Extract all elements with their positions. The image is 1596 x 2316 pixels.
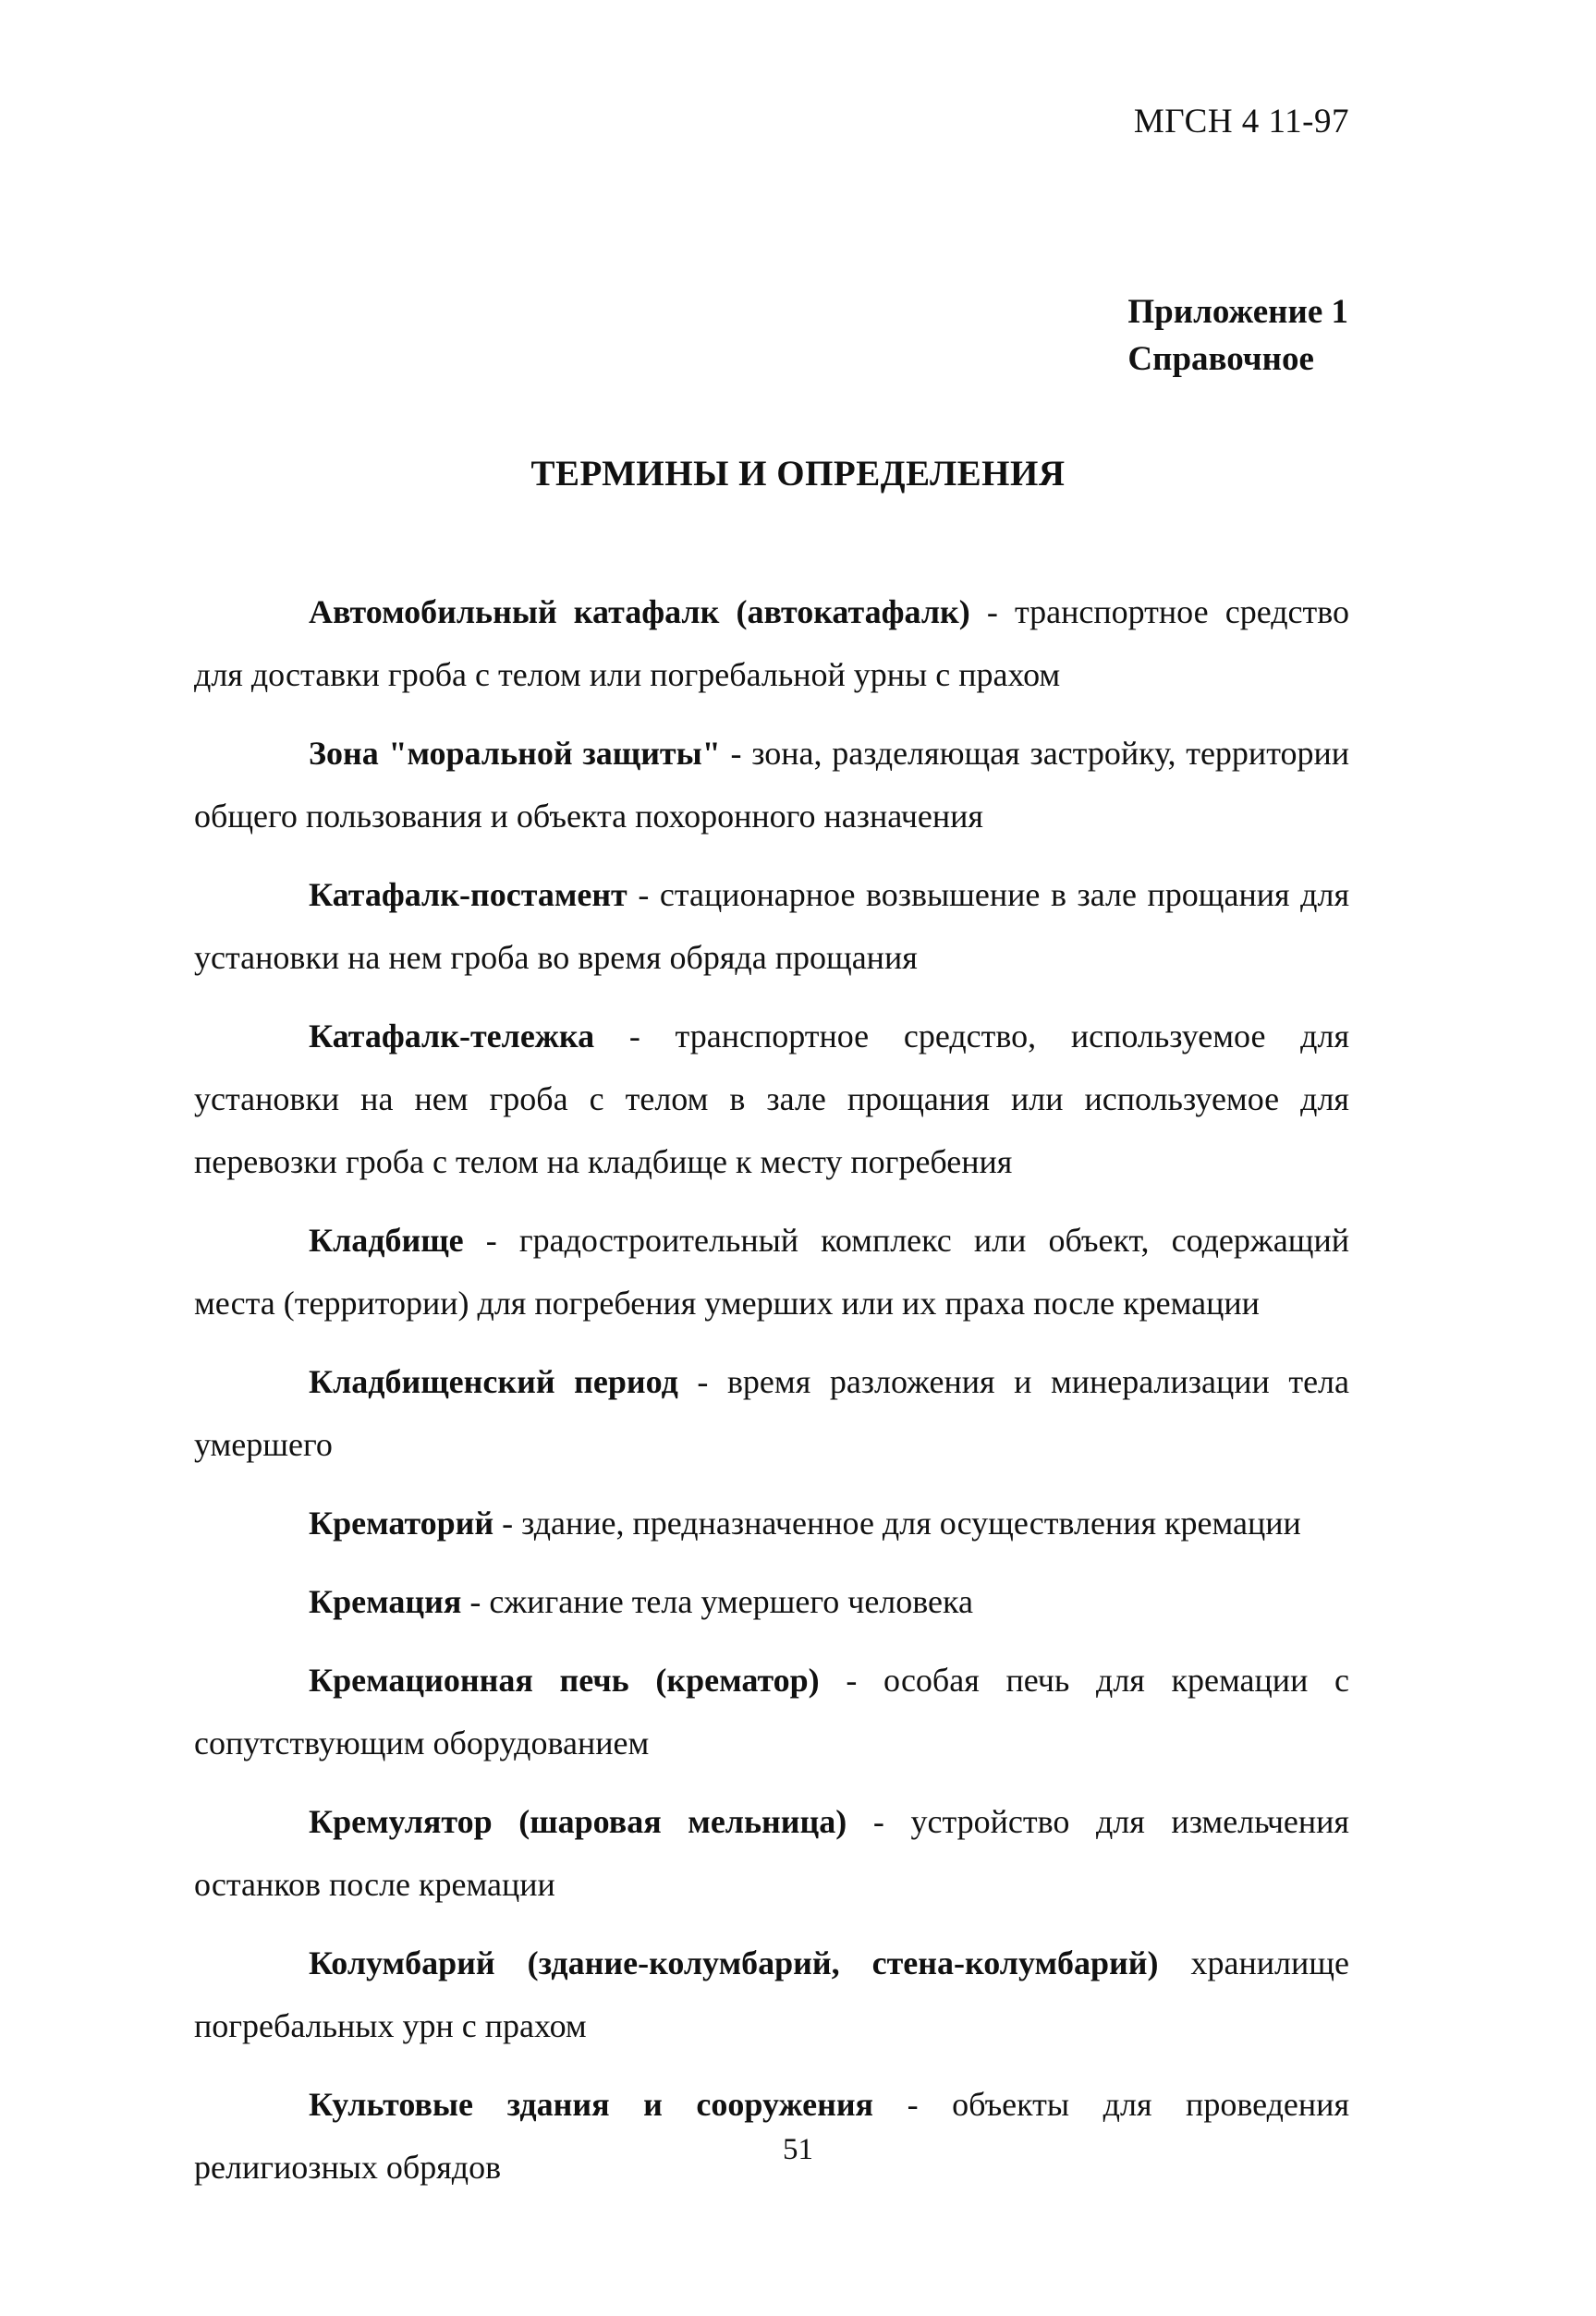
document-code: МГСН 4 11-97 — [1133, 103, 1349, 140]
appendix-label — [1127, 288, 1348, 383]
page-number: 51 — [783, 2133, 813, 2166]
term-definition: - транспортное средство, используемое для установки на нем гроба с телом в зале прощания или используемое для перевозки гроба с телом на кладбище к месту погребения — [194, 1018, 1349, 1180]
term-name: Кремационная печь (крематор) — [309, 1662, 820, 1699]
term-definition: - устройство для измельчения останков после кремации — [194, 1803, 1349, 1903]
appendix-type: Справочное — [1127, 340, 1314, 379]
term-name: Автомобильный катафалк (автокатафалк) — [309, 593, 970, 630]
term-definition: - зона, разделяющая застройку, территории общего пользования и объекта похоронного назначения — [194, 735, 1349, 835]
term-name: Кремулятор (шаровая мельница) — [309, 1803, 847, 1840]
term-entry — [194, 722, 1349, 847]
term-definition: - здание, предназначенное для осуществления кремации — [493, 1505, 1301, 1542]
terms-list — [194, 580, 1349, 2214]
term-definition: хранилище погребальных урн с прахом — [194, 1944, 1349, 2044]
term-entry — [194, 1932, 1349, 2057]
term-definition: - градостроительный комплекс или объект, содержащий места (территории) для погребения умерших или их праха после кремации — [194, 1222, 1349, 1322]
term-name: Катафалк-тележка — [309, 1018, 595, 1054]
term-definition: - сжигание тела умершего человека — [461, 1583, 973, 1620]
appendix-number: Приложение 1 — [1127, 293, 1348, 331]
term-entry — [194, 1570, 1349, 1633]
term-definition: - стационарное возвышение в зале прощания для установки на нем гроба во время обряда прощания — [194, 876, 1349, 976]
term-name: Кремация — [309, 1583, 462, 1620]
term-entry — [194, 1492, 1349, 1554]
term-name: Крематорий — [309, 1505, 494, 1542]
term-name: Колумбарий (здание-колумбарий, стена-колумбарий) — [309, 1944, 1159, 1981]
term-definition: - особая печь для кремации с сопутствующим оборудованием — [194, 1662, 1350, 1761]
term-definition: - время разложения и минерализации тела умершего — [194, 1363, 1349, 1463]
term-entry — [194, 1005, 1349, 1193]
term-name: Кладбищенский период — [309, 1363, 678, 1400]
term-entry — [194, 1209, 1349, 1335]
term-entry — [194, 580, 1349, 706]
page-title: ТЕРМИНЫ И ОПРЕДЕЛЕНИЯ — [530, 454, 1066, 494]
term-name: Зона "моральной защиты" — [309, 735, 721, 772]
term-name: Кладбище — [309, 1222, 464, 1259]
term-entry — [194, 863, 1349, 989]
term-entry — [194, 1350, 1349, 1476]
term-entry — [194, 1790, 1349, 1916]
term-definition: - транспортное средство для доставки гроба с телом или погребальной урны с прахом — [194, 593, 1349, 693]
term-name: Культовые здания и сооружения — [309, 2086, 874, 2123]
term-entry — [194, 1649, 1349, 1774]
term-definition: - объекты для проведения религиозных обрядов — [194, 2086, 1349, 2186]
term-name: Катафалк-постамент — [309, 876, 627, 913]
